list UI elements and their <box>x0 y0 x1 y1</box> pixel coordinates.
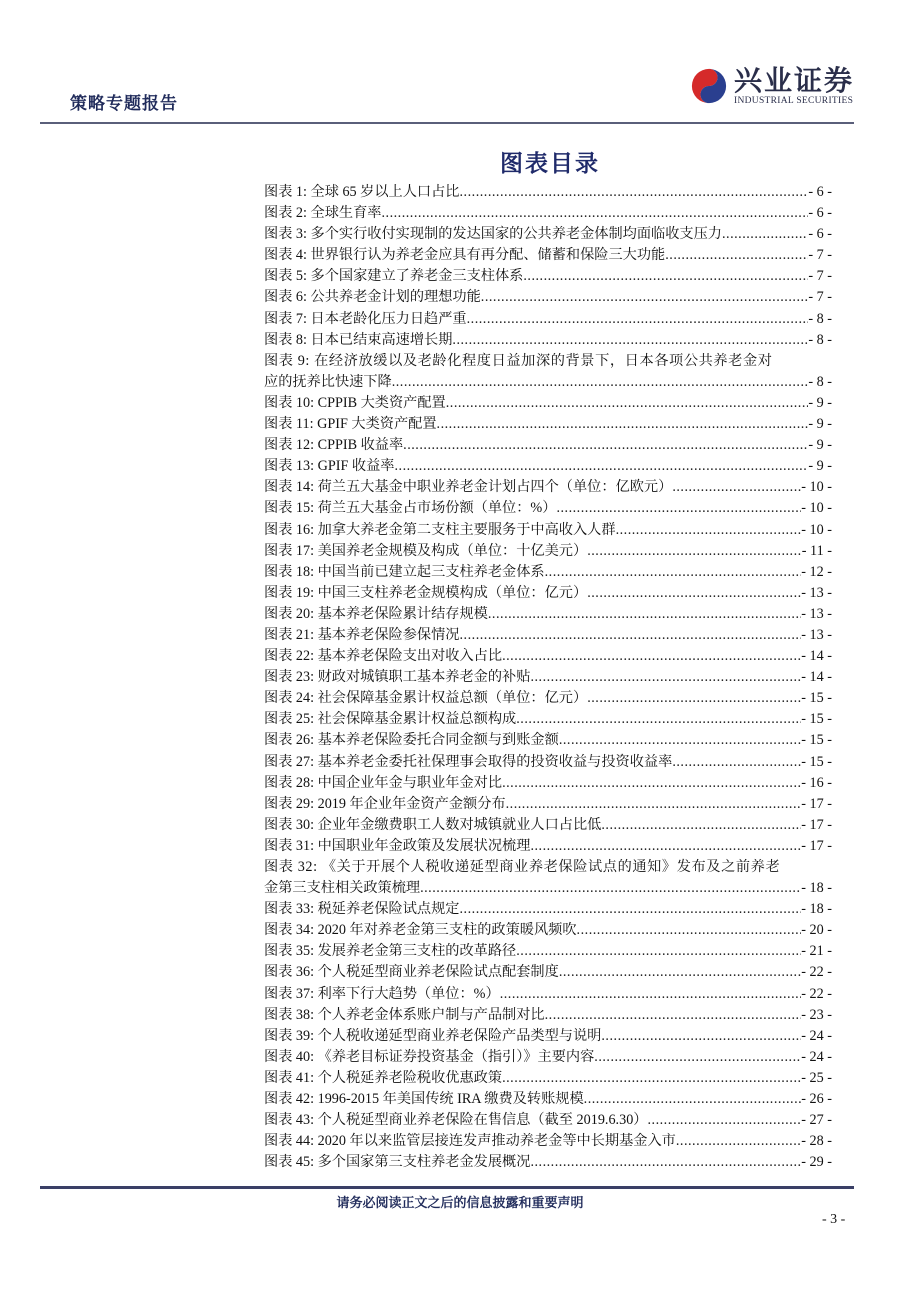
toc-entry-number: 图表 10: <box>264 394 315 411</box>
toc-entry-number: 图表 33: <box>264 901 315 918</box>
toc-entry-text-cont: 应的抚养比快速下降 <box>264 373 392 390</box>
leader-dots <box>556 498 801 519</box>
leader-dots <box>460 182 809 203</box>
toc-entry-title <box>264 899 460 920</box>
toc-entry-text: 加拿大养老金第二支柱主要服务于中高收入人群 <box>317 521 616 538</box>
toc-entry-title <box>264 1047 594 1068</box>
toc-entry-page: - 25 - <box>801 1069 832 1086</box>
toc-entry[interactable] <box>264 815 832 836</box>
leader-dots <box>460 625 802 646</box>
toc-entry-number: 图表 14: <box>264 479 315 496</box>
toc-entry-title <box>264 667 530 688</box>
toc-entry[interactable] <box>264 899 832 920</box>
toc-entry-title <box>264 1110 647 1131</box>
toc-entry-page: - 13 - <box>801 584 832 601</box>
toc-entry-number: 图表 45: <box>264 1154 315 1171</box>
toc-entry-number: 图表 11: <box>264 416 314 433</box>
toc-entry-title <box>264 794 506 815</box>
toc-entry-page: - 7 - <box>808 268 832 285</box>
toc-entry-title <box>264 1026 601 1047</box>
toc-entry-title <box>264 920 577 941</box>
leader-dots <box>672 752 801 773</box>
leader-dots <box>381 203 808 224</box>
company-logo <box>690 66 854 106</box>
toc-entry[interactable] <box>264 414 832 435</box>
toc-entry-page: - 7 - <box>808 289 832 306</box>
toc-entry-number: 图表 37: <box>264 985 315 1002</box>
toc-entry-page: - 13 - <box>801 626 832 643</box>
toc-entry-page: - 10 - <box>801 500 832 517</box>
toc-entry-page: - 22 - <box>801 964 832 981</box>
toc-entry[interactable] <box>264 625 832 646</box>
toc-entry-continuation[interactable] <box>264 878 832 899</box>
toc-entry[interactable] <box>264 688 832 709</box>
toc-entry-number: 图表 43: <box>264 1112 315 1129</box>
leader-dots <box>676 1131 801 1152</box>
toc-entry-page: - 17 - <box>801 816 832 833</box>
toc-entry-title <box>264 1068 502 1089</box>
toc-entry[interactable] <box>264 498 832 519</box>
toc-entry-page: - 27 - <box>801 1112 832 1129</box>
toc-entry-number: 图表 18: <box>264 563 315 580</box>
toc-entry-title <box>264 1089 584 1110</box>
leader-dots <box>530 667 801 688</box>
toc-entry-page: - 15 - <box>801 732 832 749</box>
toc-entry-text: 个人税延型商业养老保险在售信息（截至 2019.6.30） <box>317 1112 648 1129</box>
toc-entry-text: 个人养老金体系账户制与产品制对比 <box>317 1006 545 1023</box>
toc-entry-text: 中国职业年金政策及发展状况梳理 <box>317 837 531 854</box>
toc-entry-number: 图表 41: <box>264 1069 315 1086</box>
toc-entry-page: - 8 - <box>808 331 832 348</box>
toc-entry-number: 图表 20: <box>264 605 315 622</box>
toc-entry-number: 图表 13: <box>264 458 315 475</box>
toc-entry[interactable] <box>264 730 832 751</box>
toc-entry-page: - 20 - <box>801 922 832 939</box>
leader-dots <box>452 330 808 351</box>
toc-entry-page: - 24 - <box>801 1048 832 1065</box>
leader-dots <box>392 372 809 393</box>
toc-entry-number: 图表 38: <box>264 1006 315 1023</box>
toc-entry-number: 图表 3: <box>264 226 307 243</box>
toc-entry[interactable] <box>264 709 832 730</box>
leader-dots <box>446 393 809 414</box>
toc-entry[interactable] <box>264 330 832 351</box>
toc-entry-title <box>264 1131 676 1152</box>
leader-dots <box>616 520 802 541</box>
toc-entry[interactable] <box>264 520 832 541</box>
toc-entry-number: 图表 42: <box>264 1091 315 1108</box>
toc-entry-page: - 26 - <box>801 1091 832 1108</box>
toc-entry[interactable] <box>264 1026 832 1047</box>
toc-entry-text: 多个国家第三支柱养老金发展概况 <box>317 1154 531 1171</box>
toc-entry-title <box>264 520 616 541</box>
toc-entry-number: 图表 5: <box>264 268 307 285</box>
toc-entry-number: 图表 34: <box>264 922 315 939</box>
leader-dots <box>594 1047 801 1068</box>
toc-entry[interactable] <box>264 1047 832 1068</box>
toc-entry-page: - 10 - <box>801 521 832 538</box>
toc-entry-text: 《关于开展个人税收递延型商业养老保险试点的通知》发布及之前养老 <box>321 859 781 875</box>
toc-entry-title <box>264 414 437 435</box>
toc-entry-page: - 9 - <box>808 458 832 475</box>
toc-entry-title <box>264 773 502 794</box>
toc-entry-number: 图表 30: <box>264 816 315 833</box>
toc-entry-title <box>264 393 446 414</box>
logo-swirl-icon <box>690 67 728 105</box>
toc-entry-text: 2020 年对养老金第三支柱的政策暖风频吹 <box>317 922 577 939</box>
toc-entry-text: 《养老目标证券投资基金（指引）》主要内容 <box>317 1048 595 1065</box>
toc-entry-number: 图表 12: <box>264 437 315 454</box>
toc-entry-text: 1996-2015 年美国传统 IRA 缴费及转账规模 <box>317 1091 584 1108</box>
toc-entry[interactable] <box>264 224 832 245</box>
toc-entry-page: - 28 - <box>801 1133 832 1150</box>
leader-dots <box>460 899 802 920</box>
toc-entry[interactable] <box>264 962 832 983</box>
leader-dots <box>545 1005 802 1026</box>
toc-entry-title <box>264 498 556 519</box>
toc-entry-number: 图表 40: <box>264 1048 315 1065</box>
toc-entry-text: 荷兰五大基金中职业养老金计划占四个（单位：亿欧元） <box>317 479 673 496</box>
toc-entry-page: - 21 - <box>801 943 832 960</box>
toc-entry-number: 图表 29: <box>264 795 315 812</box>
toc-entry[interactable] <box>264 203 832 224</box>
toc-entry[interactable] <box>264 1131 832 1152</box>
toc-entry[interactable] <box>264 1005 832 1026</box>
toc-entry-page: - 8 - <box>808 310 832 327</box>
toc-entry-number: 图表 15: <box>264 500 315 517</box>
leader-dots <box>577 920 802 941</box>
toc-entry-page: - 23 - <box>801 1006 832 1023</box>
leader-dots <box>601 1026 801 1047</box>
toc-entry-text: 企业年金缴费职工人数对城镇就业人口占比低 <box>317 816 602 833</box>
leader-dots <box>500 984 802 1005</box>
toc-entry-text: 日本已结束高速增长期 <box>310 331 453 348</box>
toc-entry[interactable] <box>264 920 832 941</box>
leader-dots <box>587 583 801 604</box>
toc-entry[interactable] <box>264 773 832 794</box>
toc-entry-number: 图表 23: <box>264 669 315 686</box>
header-divider <box>40 122 854 124</box>
toc-entry-title <box>264 857 780 878</box>
logo-chinese-name: 兴业证券 <box>734 64 855 97</box>
toc-entry-number: 图表 26: <box>264 732 315 749</box>
page-number: - 3 - <box>822 1212 846 1227</box>
toc-entry-number: 图表 4: <box>264 247 307 264</box>
toc-entry-text: 基本养老保险参保情况 <box>317 626 460 643</box>
toc-entry-title <box>264 309 467 330</box>
toc-entry-page: - 14 - <box>801 669 832 686</box>
toc-entry-page: - 24 - <box>801 1027 832 1044</box>
toc-entry-title <box>264 266 523 287</box>
toc-entry[interactable] <box>264 287 832 308</box>
toc-entry[interactable] <box>264 984 832 1005</box>
toc-entry-number: 图表 31: <box>264 837 315 854</box>
toc-entry-number: 图表 25: <box>264 711 315 728</box>
toc-entry-title <box>264 646 502 667</box>
leader-dots <box>559 730 801 751</box>
toc-entry-text-cont: 金第三支柱相关政策梳理 <box>264 880 421 897</box>
toc-entry-title <box>264 730 559 751</box>
toc-entry-page: - 7 - <box>808 247 832 264</box>
toc-entry[interactable] <box>264 309 832 330</box>
leader-dots <box>516 941 801 962</box>
toc-entry-number: 图表 1: <box>264 184 307 200</box>
toc-entry-text: 税延养老保险试点规定 <box>317 901 460 918</box>
toc-entry-title <box>264 1152 530 1173</box>
leader-dots <box>437 414 809 435</box>
toc-entry[interactable] <box>264 1068 832 1089</box>
leader-dots <box>672 477 801 498</box>
toc-entry-title <box>264 224 722 245</box>
leader-dots <box>523 266 808 287</box>
toc-entry[interactable] <box>264 794 832 815</box>
toc-entry-page: - 17 - <box>801 837 832 854</box>
toc-entry-continuation[interactable] <box>264 372 832 393</box>
toc-entry-title <box>264 815 601 836</box>
leader-dots <box>647 1110 801 1131</box>
toc-entry-text: 多个实行收付实现制的发达国家的公共养老金体制均面临收支压力 <box>310 226 722 243</box>
toc-entry-title <box>264 941 516 962</box>
toc-entry-text: 2020 年以来监管层接连发声推动养老金等中长期基金入市 <box>317 1133 676 1150</box>
toc-entry-title <box>264 962 559 983</box>
toc-entry-title <box>264 604 488 625</box>
toc-entry-text: 社会保障基金累计权益总额（单位：亿元） <box>317 690 588 707</box>
toc-entry-title <box>264 709 516 730</box>
toc-entry-page: - 16 - <box>801 774 832 791</box>
toc-entry-text: 全球生育率 <box>310 205 382 222</box>
toc-entry[interactable] <box>264 836 832 857</box>
leader-dots <box>559 962 801 983</box>
toc-entry-title <box>264 287 481 308</box>
toc-entry-title <box>264 541 587 562</box>
toc-entry-page: - 8 - <box>808 373 832 390</box>
toc-entry-title <box>264 984 500 1005</box>
toc-entry[interactable] <box>264 245 832 266</box>
toc-entry-page: - 15 - <box>801 711 832 728</box>
leader-dots <box>394 456 808 477</box>
toc-entry-title <box>264 688 587 709</box>
toc-entry[interactable] <box>264 1152 832 1173</box>
toc-entry-page: - 17 - <box>801 795 832 812</box>
toc-entry-number: 图表 2: <box>264 205 307 222</box>
toc-entry-text: 基本养老金委托社保理事会取得的投资收益与投资收益率 <box>317 753 673 770</box>
toc-entry-number: 图表 6: <box>264 289 307 306</box>
toc-entry-title <box>264 1005 545 1026</box>
toc-entry-text: 财政对城镇职工基本养老金的补贴 <box>317 669 531 686</box>
table-of-figures <box>264 182 832 1173</box>
toc-entry-text: 中国三支柱养老金规模构成（单位：亿元） <box>317 584 588 601</box>
toc-entry-text: 日本老龄化压力日趋严重 <box>310 310 467 327</box>
toc-entry-number: 图表 19: <box>264 584 315 601</box>
toc-entry[interactable] <box>264 583 832 604</box>
toc-entry[interactable] <box>264 541 832 562</box>
toc-entry[interactable] <box>264 435 832 456</box>
toc-entry-page: - 14 - <box>801 648 832 665</box>
toc-entry[interactable] <box>264 604 832 625</box>
toc-entry-text: 基本养老保险委托合同金额与到账金额 <box>317 732 559 749</box>
leader-dots <box>502 773 801 794</box>
leader-dots <box>722 224 808 245</box>
toc-entry[interactable] <box>264 646 832 667</box>
toc-entry-page: - 22 - <box>801 985 832 1002</box>
toc-entry-page: - 18 - <box>801 880 832 897</box>
toc-entry-title <box>264 583 587 604</box>
leader-dots <box>530 1152 801 1173</box>
toc-entry-title <box>264 625 460 646</box>
toc-entry-text: 中国企业年金与职业年金对比 <box>317 774 503 791</box>
toc-entry[interactable] <box>264 857 832 878</box>
leader-dots <box>506 794 802 815</box>
toc-entry-number: 图表 35: <box>264 943 315 960</box>
toc-entry-text: 社会保障基金累计权益总额构成 <box>317 711 517 728</box>
toc-entry-text: 公共养老金计划的理想功能 <box>310 289 481 306</box>
leader-dots <box>481 287 809 308</box>
report-type-label: 策略专题报告 <box>70 94 178 114</box>
toc-entry-page: - 15 - <box>801 753 832 770</box>
toc-entry-title <box>264 351 773 372</box>
leader-dots <box>488 604 801 625</box>
toc-entry-title <box>264 182 460 203</box>
toc-entry-text: 个人税延型商业养老保险试点配套制度 <box>317 964 559 981</box>
leader-dots <box>665 245 808 266</box>
toc-entry-title <box>264 477 672 498</box>
toc-entry[interactable] <box>264 393 832 414</box>
toc-entry-number: 图表 28: <box>264 774 315 791</box>
toc-entry-title <box>264 456 394 477</box>
toc-entry-number: 图表 21: <box>264 626 315 643</box>
toc-entry-text: 多个国家建立了养老金三支柱体系 <box>310 268 524 285</box>
leader-dots <box>516 709 801 730</box>
toc-entry[interactable] <box>264 266 832 287</box>
leader-dots <box>467 309 809 330</box>
toc-entry-page: - 18 - <box>801 901 832 918</box>
toc-entry-title <box>264 562 545 583</box>
leader-dots <box>587 688 801 709</box>
toc-entry-number: 图表 27: <box>264 753 315 770</box>
toc-entry-page: - 6 - <box>808 226 832 243</box>
toc-entry-title <box>264 435 403 456</box>
toc-entry-page: - 29 - <box>801 1154 832 1171</box>
toc-entry-number: 图表 9: <box>264 352 310 369</box>
toc-entry-title <box>264 330 452 351</box>
leader-dots <box>587 541 802 562</box>
leader-dots <box>601 815 801 836</box>
toc-entry-text: 个人税延养老险税收优惠政策 <box>317 1069 503 1086</box>
toc-entry-number: 图表 17: <box>264 542 315 559</box>
toc-entry-number: 图表 39: <box>264 1027 315 1044</box>
toc-entry-text: 基本养老保险累计结存规模 <box>317 605 488 622</box>
toc-entry-title <box>264 245 665 266</box>
toc-entry-page: - 6 - <box>808 205 832 222</box>
page-title: 图表目录 <box>500 151 600 177</box>
toc-entry-page: - 9 - <box>808 416 832 433</box>
toc-entry[interactable] <box>264 667 832 688</box>
leader-dots <box>403 435 808 456</box>
leader-dots <box>530 836 801 857</box>
toc-entry-title <box>264 836 530 857</box>
toc-entry-page: - 13 - <box>801 605 832 622</box>
toc-entry-page: - 9 - <box>808 394 832 411</box>
toc-entry[interactable] <box>264 1089 832 1110</box>
toc-entry[interactable] <box>264 182 832 203</box>
footer-divider <box>40 1186 854 1189</box>
toc-entry-page: - 10 - <box>801 479 832 496</box>
toc-entry[interactable] <box>264 456 832 477</box>
toc-entry-text: 荷兰五大基金占市场份额（单位：%） <box>317 500 557 517</box>
toc-entry-number: 图表 32: <box>264 859 318 875</box>
toc-entry-text: 基本养老保险支出对收入占比 <box>317 648 503 665</box>
toc-entry-number: 图表 8: <box>264 331 307 348</box>
toc-entry-text: 2019 年企业年金资产金额分布 <box>317 795 506 812</box>
toc-entry-text: CPPIB 大类资产配置 <box>317 394 446 411</box>
toc-entry-page: - 6 - <box>808 184 832 200</box>
toc-entry[interactable] <box>264 351 832 372</box>
toc-entry-number: 图表 7: <box>264 310 307 327</box>
toc-entry-text: 发展养老金第三支柱的改革路径 <box>317 943 517 960</box>
toc-entry-text: 全球 65 岁以上人口占比 <box>310 184 460 200</box>
toc-entry-number: 图表 22: <box>264 648 315 665</box>
toc-entry-text: 美国养老金规模及构成（单位：十亿美元） <box>317 542 588 559</box>
toc-entry-text: 利率下行大趋势（单位：%） <box>317 985 500 1002</box>
toc-entry-number: 图表 44: <box>264 1133 315 1150</box>
toc-entry-text: GPIF 收益率 <box>317 458 395 475</box>
toc-entry-page: - 9 - <box>808 437 832 454</box>
toc-entry-text: 世界银行认为养老金应具有再分配、储蓄和保险三大功能 <box>310 247 666 264</box>
leader-dots <box>502 646 801 667</box>
toc-entry-text: 中国当前已建立起三支柱养老金体系 <box>317 563 545 580</box>
toc-entry[interactable] <box>264 1110 832 1131</box>
toc-entry[interactable] <box>264 941 832 962</box>
toc-entry-page: - 11 - <box>801 542 832 559</box>
toc-entry-number: 图表 36: <box>264 964 315 981</box>
toc-entry-number: 图表 24: <box>264 690 315 707</box>
toc-entry-number: 图表 16: <box>264 521 315 538</box>
toc-entry[interactable] <box>264 477 832 498</box>
leader-dots <box>502 1068 801 1089</box>
toc-entry-title <box>264 752 672 773</box>
disclaimer-notice: 请务必阅读正文之后的信息披露和重要声明 <box>336 1196 584 1211</box>
toc-entry-title <box>264 203 381 224</box>
toc-entry-text: 个人税收递延型商业养老保险产品类型与说明 <box>317 1027 602 1044</box>
toc-entry-text: 在经济放缓以及老龄化程度日益加深的背景下，日本各项公共养老金对 <box>314 352 773 369</box>
toc-entry-text: CPPIB 收益率 <box>317 437 404 454</box>
toc-entry-page: - 12 - <box>801 563 832 580</box>
toc-entry[interactable] <box>264 752 832 773</box>
leader-dots <box>584 1089 802 1110</box>
leader-dots <box>420 878 801 899</box>
toc-entry-page: - 15 - <box>801 690 832 707</box>
toc-entry-text: GPIF 大类资产配置 <box>317 416 437 433</box>
logo-english-name: INDUSTRIAL SECURITIES <box>734 96 854 106</box>
leader-dots <box>545 562 802 583</box>
toc-entry[interactable] <box>264 562 832 583</box>
